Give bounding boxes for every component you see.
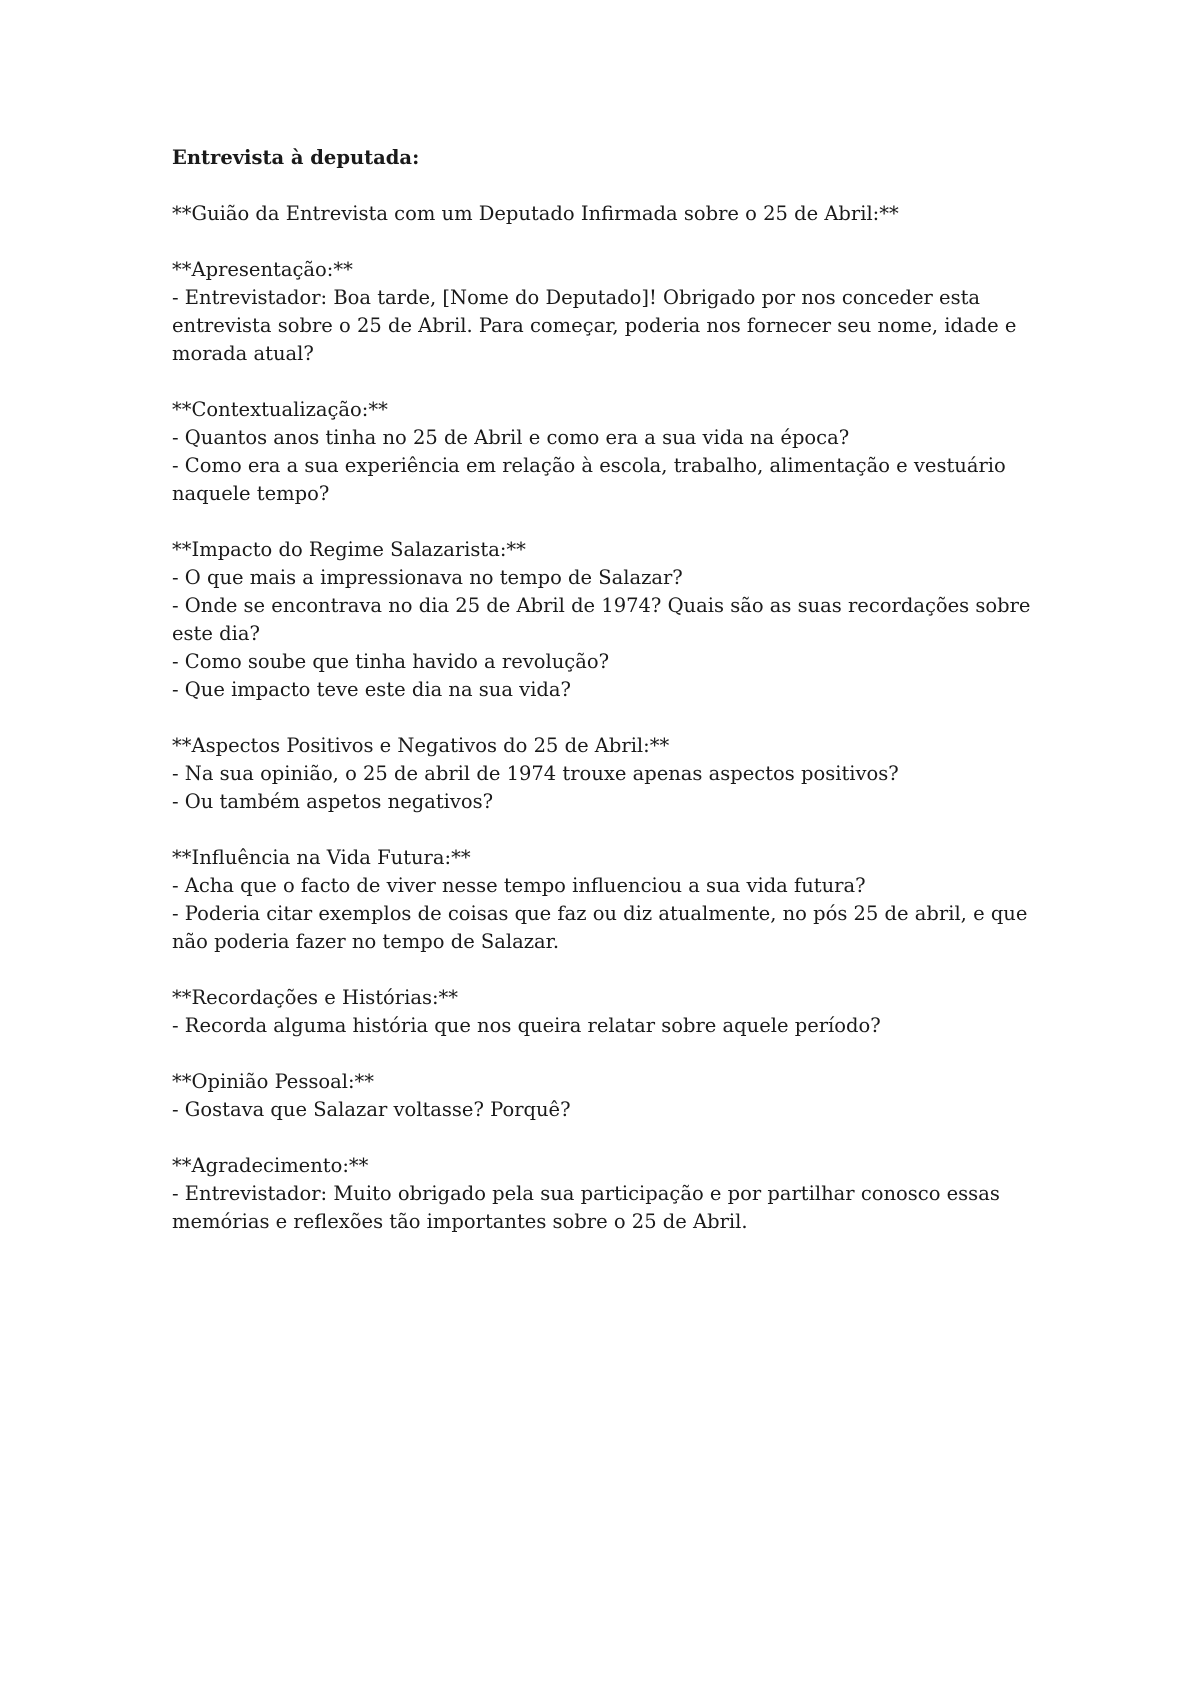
section-line: - Como era a sua experiência em relação à escola, trabalho, alimentação e vestuário naquele tempo? [172,454,1006,505]
section-line: - Recorda alguma história que nos queira relatar sobre aquele período? [172,1014,881,1037]
section-line: - Acha que o facto de viver nesse tempo influenciou a sua vida futura? [172,874,866,897]
section-heading: **Recordações e Histórias:** [172,986,459,1009]
section-aspectos [172,732,1042,816]
section-line: - Quantos anos tinha no 25 de Abril e como era a sua vida na época? [172,426,850,449]
section-line: - Na sua opinião, o 25 de abril de 1974 trouxe apenas aspectos positivos? [172,762,899,785]
section-line: - Poderia citar exemplos de coisas que faz ou diz atualmente, no pós 25 de abril, e que não poderia fazer no tempo de Salazar. [172,902,1028,953]
section-heading: **Contextualização:** [172,398,388,421]
section-heading: **Opinião Pessoal:** [172,1070,375,1093]
section-apresentacao [172,256,1042,368]
section-heading: **Agradecimento:** [172,1154,369,1177]
section-heading: **Apresentação:** [172,258,353,281]
section-heading: **Influência na Vida Futura:** [172,846,471,869]
document-title: Entrevista à deputada: [172,146,420,169]
section-line: - Ou também aspetos negativos? [172,790,494,813]
section-contextualizacao [172,396,1042,508]
document-body [172,144,1042,1264]
section-influencia [172,844,1042,956]
section-line: - Que impacto teve este dia na sua vida? [172,678,571,701]
section-recordacoes [172,984,1042,1040]
section-line: - Entrevistador: Boa tarde, [Nome do Deputado]! Obrigado por nos conceder esta entrevista sobre o 25 de Abril. Para começar, poderia nos fornecer seu nome, idade e morada atual? [172,286,1017,365]
section-heading: **Aspectos Positivos e Negativos do 25 de Abril:** [172,734,670,757]
section-line: - Como soube que tinha havido a revolução? [172,650,610,673]
section-agradecimento [172,1152,1042,1236]
section-heading: **Impacto do Regime Salazarista:** [172,538,526,561]
section-line: - O que mais a impressionava no tempo de Salazar? [172,566,683,589]
section-line: - Onde se encontrava no dia 25 de Abril de 1974? Quais são as suas recordações sobre este dia? [172,594,1031,645]
section-line: - Entrevistador: Muito obrigado pela sua participação e por partilhar conosco essas memórias e reflexões tão importantes sobre o 25 de Abril. [172,1182,1000,1233]
section-line: - Gostava que Salazar voltasse? Porquê? [172,1098,571,1121]
section-impacto-regime [172,536,1042,704]
document-subtitle: **Guião da Entrevista com um Deputado Infirmada sobre o 25 de Abril:** [172,202,899,225]
section-opiniao [172,1068,1042,1124]
